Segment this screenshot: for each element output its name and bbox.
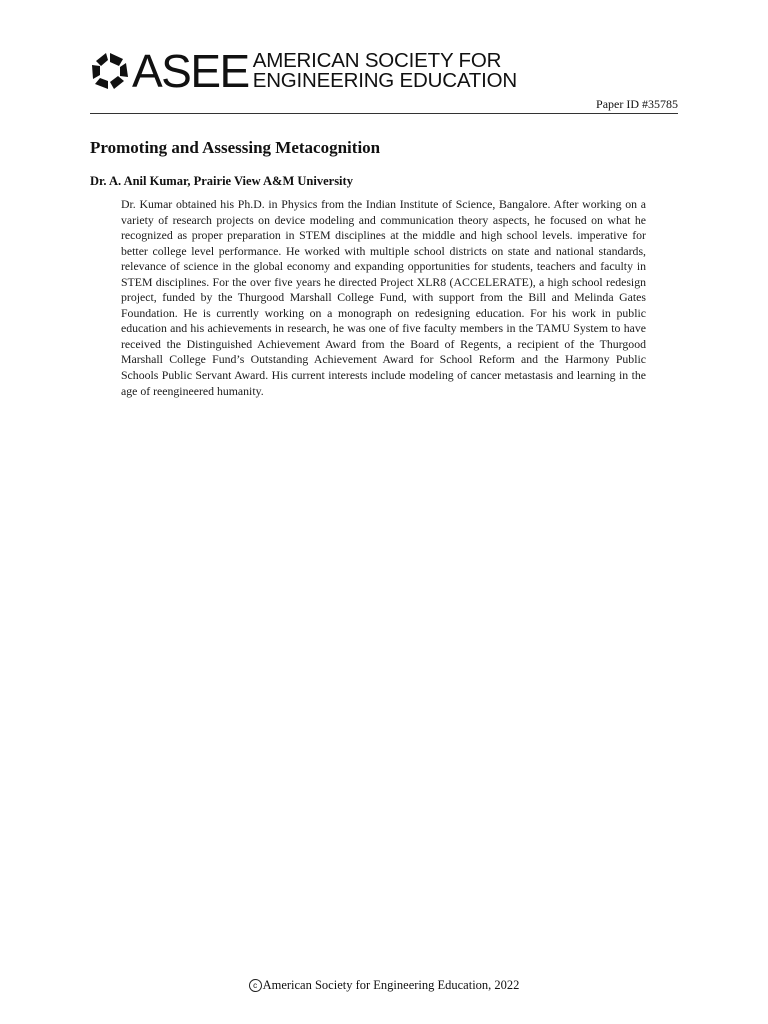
logo-name-line2: ENGINEERING EDUCATION xyxy=(252,69,517,92)
asee-logo xyxy=(90,46,517,96)
copyright-footer xyxy=(0,978,768,993)
paper-author: Dr. A. Anil Kumar, Prairie View A&M University xyxy=(90,174,353,188)
logo-society-name xyxy=(253,51,517,91)
asee-logo-icon xyxy=(90,51,130,91)
logo-name-line1: AMERICAN SOCIETY FOR xyxy=(252,49,502,72)
copyright-icon: c xyxy=(249,979,262,992)
header-divider xyxy=(90,113,678,114)
logo-wordmark: ASEE xyxy=(132,45,249,97)
author-bio: Dr. Kumar obtained his Ph.D. in Physics from the Indian Institute of Science, Bangalore. After working on a variety of research projects on device modeling and communication theory aspects, he focused on what he recognized as proper preparation in STEM disciplines at the middle and high school levels. imperative for better college level performance. He worked with multiple school districts on state and national standards, relevance of science in the global economy and expanding opportunities for students, teachers and faculty in STEM disciplines. For the over five years he directed Project XLR8 (ACCELERATE), a high school redesign project, funded by the Thurgood Marshall College Fund, with support from the Bill and Melinda Gates Foundation. He is currently working on a monograph on redesigning education. For his work in public education and his achievements in research, he was one of five faculty members in the TAMU System to have received the Distinguished Achievement Award from the Board of Regents, a recipient of the Thurgood Marshall College Fund’s Outstanding Achievement Award for School Reform and the Harmony Public Schools Public Servant Award. His current interests include modeling of cancer metastasis and learning in the age of reengineered humanity. xyxy=(121,197,646,398)
copyright-text: American Society for Engineering Education, 2022 xyxy=(262,978,520,992)
paper-title: Promoting and Assessing Metacognition xyxy=(90,138,381,157)
paper-id: Paper ID #35785 xyxy=(596,97,678,111)
